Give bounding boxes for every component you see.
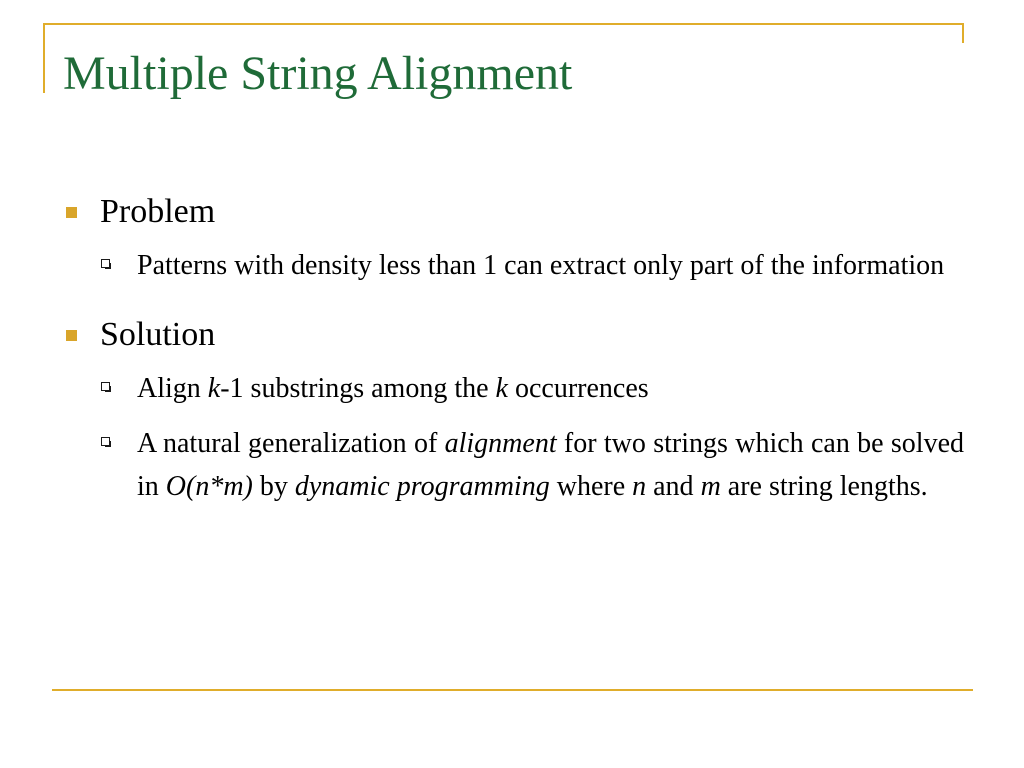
solution-heading: Solution <box>100 316 216 353</box>
slide-title: Multiple String Alignment <box>63 47 573 100</box>
solution-point-1 <box>137 367 964 410</box>
sp2-var-m: m <box>700 471 721 502</box>
sp2-text-2: for two strings which can be solved in <box>137 428 964 502</box>
sp2-text-6: are string lengths. <box>720 471 928 502</box>
solution-point-2 <box>137 422 964 508</box>
hollow-square-bullet-icon <box>101 382 110 391</box>
frame-right-rule <box>962 23 964 43</box>
bottom-rule <box>52 689 973 691</box>
square-bullet-icon <box>66 330 77 341</box>
square-bullet-icon <box>66 207 77 218</box>
problem-point-1 <box>137 244 964 287</box>
bullet-problem <box>62 190 964 234</box>
sp2-text-4: where <box>549 471 633 502</box>
problem-point-1-text: Patterns with density less than 1 can extract only part of the information <box>137 250 945 281</box>
sp1-text-1: Align <box>137 373 208 404</box>
slide-content <box>62 190 964 520</box>
sp2-text-5: and <box>646 471 701 502</box>
sp1-var-k-2: k <box>495 373 508 404</box>
sp1-var-k: k <box>207 373 221 404</box>
sp2-complexity: O(n*m) <box>165 471 253 502</box>
sp2-text-3: by <box>252 471 295 502</box>
sp1-text-3: occurrences <box>507 373 649 404</box>
problem-heading: Problem <box>100 193 216 230</box>
sp2-var-n: n <box>632 471 647 502</box>
sp1-text-2: -1 substrings among the <box>220 373 496 404</box>
sp2-alignment: alignment <box>444 428 557 459</box>
sp2-dynamic-programming: dynamic programming <box>294 471 550 502</box>
frame-top-rule <box>43 23 964 25</box>
hollow-square-bullet-icon <box>101 259 110 268</box>
frame-left-rule <box>43 23 45 93</box>
hollow-square-bullet-icon <box>101 437 110 446</box>
bullet-solution <box>62 313 964 357</box>
sp2-text-1: A natural generalization of <box>137 428 445 459</box>
